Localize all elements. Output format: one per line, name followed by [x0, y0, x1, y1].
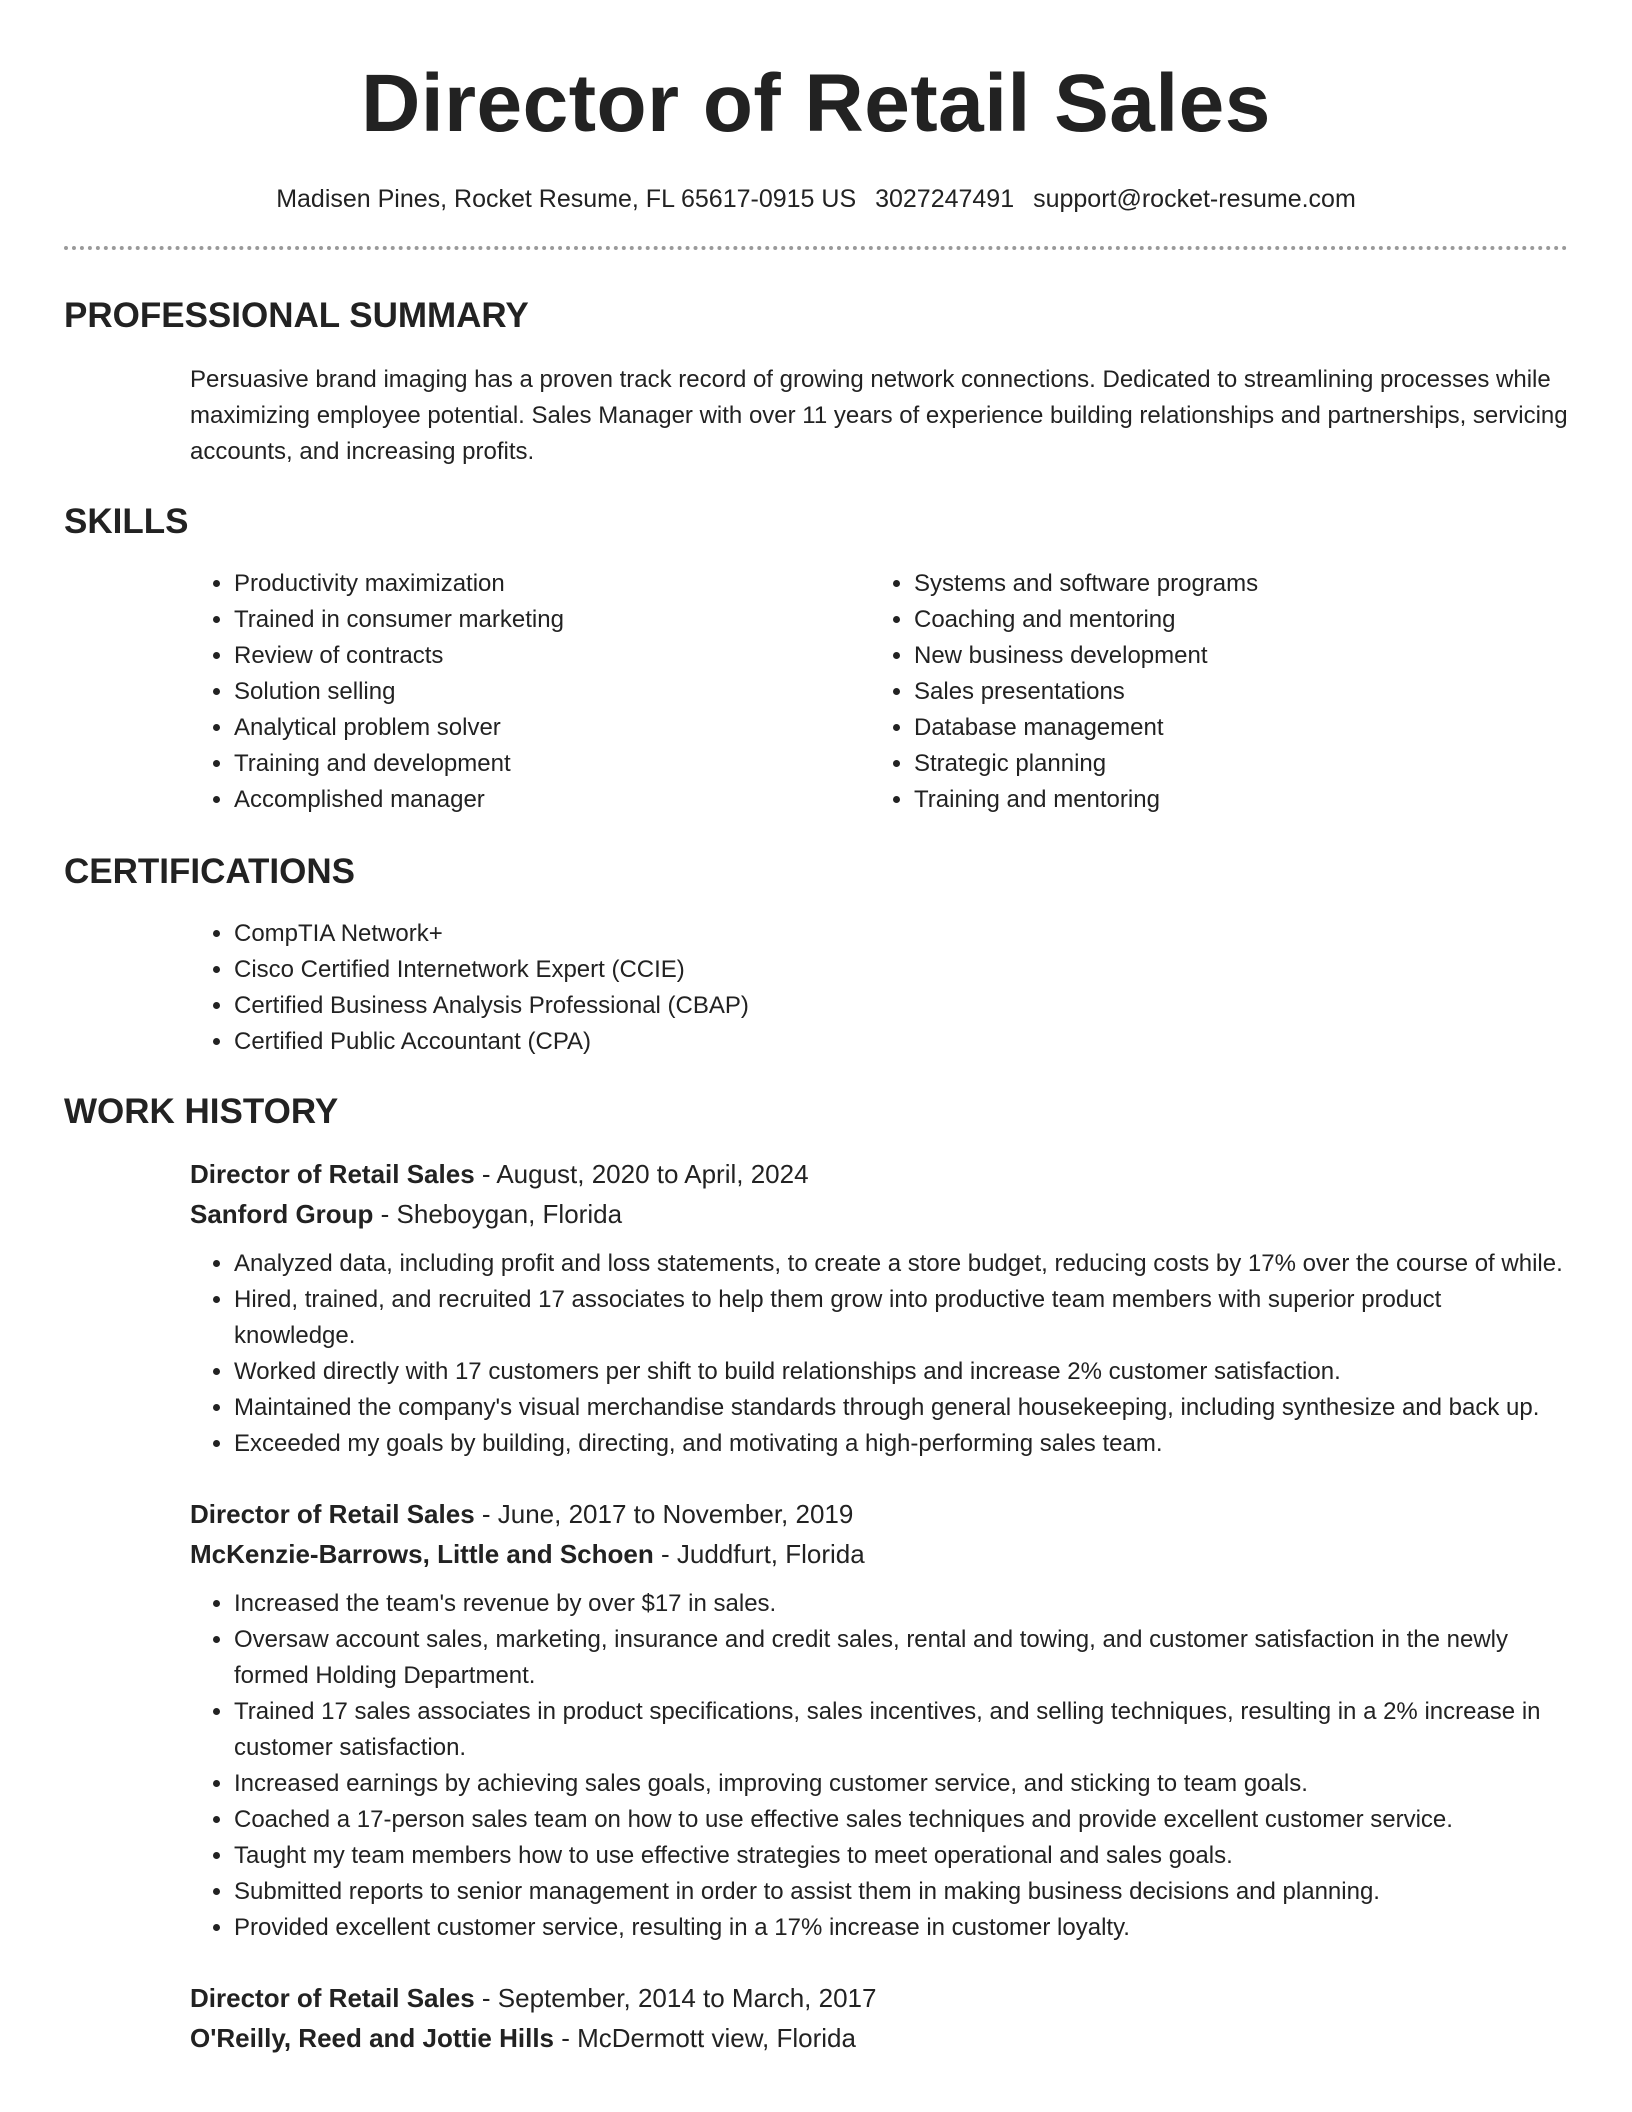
work-history-section [64, 1090, 1568, 2058]
job-entry [64, 1154, 1568, 1462]
job-title-line [190, 1978, 1568, 2018]
job-bullet: • Provided excellent customer service, resulting in a 17% increase in customer loyalty. [234, 1910, 1568, 1946]
skill-item: • Analytical problem solver [234, 710, 870, 746]
skill-item: • Strategic planning [914, 746, 1550, 782]
skill-item: • Trained in consumer marketing [234, 602, 870, 638]
certifications-list [190, 916, 1568, 1060]
job-bullet: • Coached a 17-person sales team on how to use effective sales techniques and provide excellent customer service. [234, 1802, 1568, 1838]
certifications-section [64, 850, 1568, 1060]
job-bullet: • Taught my team members how to use effective strategies to meet operational and sales goals. [234, 1838, 1568, 1874]
job-bullets [190, 1246, 1568, 1462]
skill-item: • Training and development [234, 746, 870, 782]
skill-item: • Accomplished manager [234, 782, 870, 818]
job-title-line [190, 1494, 1568, 1534]
skills-columns [64, 566, 1568, 818]
job-bullet: • Increased earnings by achieving sales goals, improving customer service, and sticking to team goals. [234, 1766, 1568, 1802]
certification-item: • Certified Business Analysis Professional (CBAP) [234, 988, 1568, 1024]
summary-text: Persuasive brand imaging has a proven track record of growing network connections. Dedicated to streamlining processes while maximizing employee potential. Sales Manager with over 11 years of experience building relationships and partnerships, servicing accounts, and increasing profits. [190, 366, 1568, 465]
job-title-line [190, 1154, 1568, 1194]
job-bullet: • Hired, trained, and recruited 17 associates to help them grow into productive team members with superior product knowledge. [234, 1282, 1568, 1354]
certifications-heading: CERTIFICATIONS [64, 852, 356, 891]
job-bullet: • Submitted reports to senior management in order to assist them in making business decisions and planning. [234, 1874, 1568, 1910]
job-company-line [190, 1534, 1568, 1574]
job-company-line [190, 1194, 1568, 1234]
job-role: Director of Retail Sales [190, 1983, 475, 2013]
skill-item: • Systems and software programs [914, 566, 1550, 602]
skill-item: • Sales presentations [914, 674, 1550, 710]
job-company-line [190, 2018, 1568, 2058]
skills-list-right [870, 566, 1550, 818]
skill-item: • Solution selling [234, 674, 870, 710]
skill-item: • Productivity maximization [234, 566, 870, 602]
skills-column-right [870, 566, 1550, 818]
job-company: Sanford Group [190, 1199, 374, 1229]
skills-heading: SKILLS [64, 502, 189, 541]
job-company: McKenzie-Barrows, Little and Schoen [190, 1539, 654, 1569]
job-entry [64, 1978, 1568, 2058]
job-location: - McDermott view, Florida [554, 2023, 856, 2053]
skill-item: • Training and mentoring [914, 782, 1550, 818]
certification-item: • Cisco Certified Internetwork Expert (CCIE) [234, 952, 1568, 988]
skill-item: • New business development [914, 638, 1550, 674]
job-company: O'Reilly, Reed and Jottie Hills [190, 2023, 555, 2053]
job-bullet: • Exceeded my goals by building, directing, and motivating a high-performing sales team. [234, 1426, 1568, 1462]
job-bullet: • Trained 17 sales associates in product specifications, sales incentives, and selling techniques, resulting in a 2% increase in customer satisfaction. [234, 1694, 1568, 1766]
summary-heading: PROFESSIONAL SUMMARY [64, 296, 529, 335]
skill-item: • Review of contracts [234, 638, 870, 674]
certification-item: • Certified Public Accountant (CPA) [234, 1024, 1568, 1060]
job-dates: - August, 2020 to April, 2024 [474, 1159, 809, 1189]
skill-item: • Coaching and mentoring [914, 602, 1550, 638]
work-history-heading: WORK HISTORY [64, 1092, 339, 1131]
contact-email: support@rocket-resume.com [1033, 185, 1356, 213]
job-dates: - September, 2014 to March, 2017 [474, 1983, 877, 2013]
contact-phone: 3027247491 [875, 185, 1015, 213]
job-bullet: • Worked directly with 17 customers per shift to build relationships and increase 2% customer satisfaction. [234, 1354, 1568, 1390]
skills-list-left [190, 566, 870, 818]
summary-section [64, 294, 1568, 470]
job-bullet: • Maintained the company's visual merchandise standards through general housekeeping, including synthesize and back up. [234, 1390, 1568, 1426]
job-bullets [190, 1586, 1568, 1946]
job-bullet: • Increased the team's revenue by over $17 in sales. [234, 1586, 1568, 1622]
job-location: - Sheboygan, Florida [373, 1199, 623, 1229]
skills-section [64, 500, 1568, 818]
job-location: - Juddfurt, Florida [653, 1539, 865, 1569]
candidate-title: Director of Retail Sales [361, 58, 1271, 149]
skills-column-left [190, 566, 870, 818]
job-bullet: • Analyzed data, including profit and loss statements, to create a store budget, reducing costs by 17% over the course of while. [234, 1246, 1568, 1282]
job-dates: - June, 2017 to November, 2019 [474, 1499, 854, 1529]
contact-line [64, 182, 1568, 216]
contact-address: Madisen Pines, Rocket Resume, FL 65617-0915 US [276, 185, 857, 213]
job-entry [64, 1494, 1568, 1946]
job-bullet: • Oversaw account sales, marketing, insurance and credit sales, rental and towing, and customer satisfaction in the newly formed Holding Department. [234, 1622, 1568, 1694]
header-divider [64, 246, 1568, 250]
job-role: Director of Retail Sales [190, 1499, 475, 1529]
skill-item: • Database management [914, 710, 1550, 746]
job-role: Director of Retail Sales [190, 1159, 475, 1189]
certification-item: • CompTIA Network+ [234, 916, 1568, 952]
